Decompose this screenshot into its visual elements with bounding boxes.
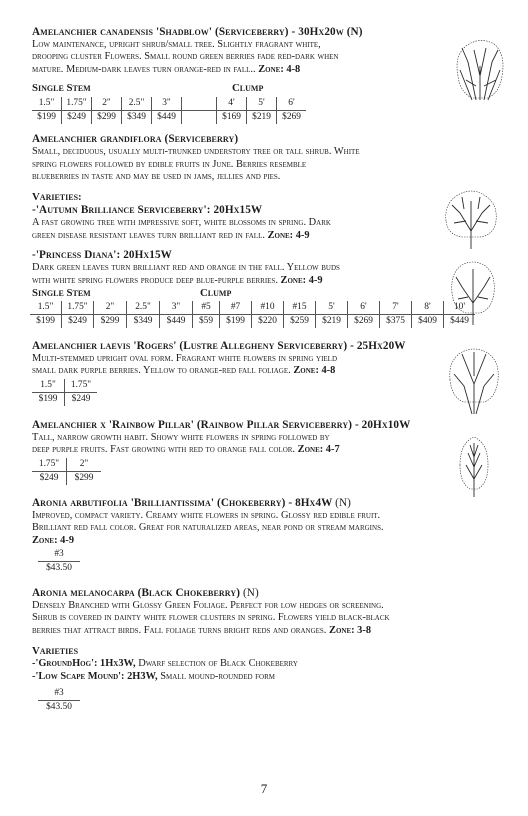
size-cell: 7'	[380, 301, 412, 315]
description-line: Tall, narrow growth habit. Showy white flowers in spring followed by	[32, 431, 330, 443]
clump-label: Clump	[232, 82, 264, 95]
description-line: Small, deciduous, usually multi-trunked understory tree or tall shrub. White	[32, 146, 360, 158]
variety-title: -'Princess Diana': 20Hx15W	[32, 249, 172, 262]
description-line: Brilliant red fall color. Great for naturalized areas, near pond or stream margins.	[32, 522, 384, 534]
price-cell: $199	[36, 316, 55, 327]
description-text: berries that attract birds. Fall foliage turns bright reds and oranges.	[32, 624, 327, 636]
price-row	[32, 392, 97, 406]
description-line	[32, 64, 496, 76]
entry-amelanchier-grandiflora	[32, 133, 496, 328]
price-table	[38, 687, 80, 714]
price-cell: $43.50	[38, 561, 80, 575]
price-cell: $299	[92, 111, 122, 125]
price-table	[32, 97, 306, 124]
entry-title: Amelanchier laevis 'Rogers' (Lustre Allegheny Serviceberry) - 25Hx20W	[32, 340, 406, 353]
entry-title	[32, 497, 496, 510]
variety-name: -'Low Scape Mound': 2H3W,	[32, 670, 158, 682]
size-cell: 2.5"	[122, 97, 152, 111]
description-line	[32, 535, 496, 547]
price-cell: $449	[152, 111, 182, 125]
price-cell: $249	[39, 472, 59, 483]
entry-description	[32, 432, 496, 457]
price-cell: $59	[193, 315, 220, 329]
price-row	[30, 315, 475, 329]
entry-title: Amelanchier x 'Rainbow Pillar' (Rainbow Pillar Serviceberry) - 20Hx10W	[32, 418, 411, 431]
size-cell: 5'	[247, 97, 277, 111]
description-line: Dark green leaves turn brilliant red and orange in the fall. Yellow buds	[32, 262, 340, 274]
tree-silhouette-icon	[448, 259, 498, 327]
price-table	[30, 301, 475, 328]
size-row	[38, 548, 80, 562]
entry-title: Amelanchier grandiflora (Serviceberry)	[32, 133, 239, 146]
size-cell	[182, 97, 217, 111]
entry-title-text: Aronia arbutifolia 'Brilliantissima' (Chokeberry) - 8Hx4W	[32, 496, 333, 509]
entry-title: Amelanchier canadensis 'Shadblow' (Serviceberry) - 30Hx20w (N)	[32, 26, 363, 38]
size-cell: 8'	[412, 301, 444, 315]
price-cell: $249	[62, 315, 94, 329]
description-line	[32, 625, 496, 637]
size-cell: 3"	[160, 301, 193, 315]
size-cell: #7	[220, 301, 252, 315]
size-cell: #5	[193, 301, 220, 315]
tree-silhouette-icon	[446, 346, 502, 416]
zone-label: Zone: 3-8	[329, 624, 372, 636]
size-cell: 1.5"	[32, 97, 62, 111]
entry-description	[32, 146, 496, 183]
entry-description	[32, 353, 496, 378]
description-line	[32, 230, 496, 242]
price-row	[38, 700, 80, 714]
description-text: green disease resistant leaves turn brilliant red in fall.	[32, 229, 265, 241]
variety-name: -'GroundHog': 1Hx3W,	[32, 658, 136, 670]
price-cell: $169	[217, 111, 247, 125]
size-cell: #3	[38, 548, 80, 562]
zone-label: Zone: 4-8	[293, 365, 336, 377]
price-row	[32, 111, 306, 125]
price-cell: $349	[122, 111, 152, 125]
entry-description	[32, 600, 496, 637]
price-cell: $219	[316, 315, 348, 329]
size-cell: #15	[284, 301, 316, 315]
price-cell: $449	[444, 315, 476, 329]
description-text: small dark purple berries. Yellow to orange-red fall foliage.	[32, 365, 291, 377]
price-cell: $219	[247, 111, 277, 125]
entry-aronia-arbutifolia	[32, 497, 496, 575]
variety-text: Dwarf selection of Black Chokeberry	[138, 658, 298, 670]
size-cell: 1.5"	[30, 301, 62, 315]
description-line: Multi-stemmed upright oval form. Fragrant white flowers in spring yield	[32, 353, 338, 365]
description-text: deep purple fruits. Fast growing with red to orange fall color.	[32, 444, 296, 456]
entry-description	[32, 39, 496, 76]
size-cell: 5'	[316, 301, 348, 315]
zone-label: Zone: 4-7	[297, 444, 340, 456]
varieties-label: Varieties:	[32, 191, 82, 204]
variety-description	[32, 217, 496, 242]
price-cell: $375	[380, 315, 412, 329]
size-cell: 1.75"	[65, 379, 98, 393]
variety-line	[32, 658, 496, 670]
size-cell: #10	[252, 301, 284, 315]
tree-silhouette-icon	[456, 435, 492, 499]
entry-amelanchier-laevis	[32, 340, 496, 406]
size-row	[30, 301, 475, 315]
price-row	[38, 561, 80, 575]
price-cell: $43.50	[38, 700, 80, 714]
single-stem-label: Single Stem	[32, 287, 91, 300]
price-cell: $220	[252, 315, 284, 329]
entry-aronia-melanocarpa	[32, 587, 496, 714]
description-text: mature. Medium-dark leaves turn orange-red in fall..	[32, 63, 256, 75]
size-cell: 3"	[152, 97, 182, 111]
entry-title-text: Aronia melanocarpa (Black Chokeberry)	[32, 586, 241, 599]
description-line: A fast growing tree with impressive soft, white blossoms in spring. Dark	[32, 217, 331, 229]
size-row	[38, 687, 80, 701]
description-line: blueberries in taste and may be used in jams, jellies and pies.	[32, 171, 281, 183]
zone-label: Zone: 4-9	[32, 534, 75, 546]
price-cell: $199	[220, 315, 252, 329]
price-row	[32, 471, 101, 485]
description-line: Densely Branched with Glossy Green Foliage. Perfect for low hedges or screening.	[32, 599, 384, 611]
size-row	[32, 97, 306, 111]
description-line	[32, 444, 496, 456]
size-cell: 1.75"	[32, 458, 67, 472]
size-row	[32, 379, 97, 393]
entry-title	[32, 587, 496, 600]
price-cell: $259	[284, 315, 316, 329]
size-cell: 4'	[217, 97, 247, 111]
page-number: 7	[260, 781, 268, 796]
description-line: spring flowers followed by edible fruits in June. Berries resemble	[32, 158, 307, 170]
price-cell: $269	[348, 315, 380, 329]
price-cell: $199	[38, 393, 58, 404]
variety-description	[32, 262, 496, 287]
size-row	[32, 458, 101, 472]
size-cell: 10'	[444, 301, 476, 315]
zone-label: Zone: 4-9	[267, 229, 310, 241]
entry-amelanchier-canadensis	[32, 26, 496, 124]
price-table	[32, 458, 101, 485]
description-line	[32, 275, 496, 287]
description-line: Low maintenance, upright shrub/small tree. Slightly fragrant white,	[32, 39, 321, 50]
price-cell: $269	[277, 111, 307, 125]
price-cell: $249	[62, 111, 92, 125]
size-cell: 6'	[348, 301, 380, 315]
size-cell: #3	[38, 687, 80, 701]
variety-text: Small mound-rounded form	[160, 670, 276, 682]
description-line	[32, 365, 496, 377]
description-text: with white spring flowers produce deep blue-purple berries.	[32, 274, 278, 286]
price-cell	[182, 111, 217, 125]
description-line: Improved, compact variety. Creamy white flowers in spring. Glossy red edible fruit.	[32, 509, 381, 521]
price-cell: $199	[37, 112, 56, 123]
size-cell: 2.5"	[127, 301, 160, 315]
price-cell: $299	[94, 315, 127, 329]
description-line: Shrub is covered in dainty white flower clusters in spring. Flowers yield black-black	[32, 612, 390, 624]
price-table	[38, 548, 80, 575]
size-cell: 1.5"	[32, 379, 65, 393]
price-cell: $249	[65, 392, 98, 406]
native-tag: (N)	[335, 496, 351, 509]
size-cell: 2"	[67, 458, 102, 472]
catalog-page	[32, 26, 496, 714]
price-labels	[32, 82, 496, 96]
zone-label: Zone: 4-8	[258, 63, 301, 75]
price-table	[32, 379, 97, 406]
description-line: drooping cluster Flowers. Small round green berries fade red-dark when	[32, 51, 339, 63]
varieties-label: Varieties	[32, 645, 79, 658]
native-tag: (N)	[242, 586, 259, 599]
zone-label: Zone: 4-9	[280, 274, 323, 286]
tree-silhouette-icon	[442, 187, 500, 251]
size-cell: 2"	[92, 97, 122, 111]
entry-description	[32, 510, 496, 547]
size-cell: 1.75"	[62, 301, 94, 315]
size-cell: 6'	[277, 97, 307, 111]
price-cell: $299	[67, 471, 102, 485]
price-cell: $449	[160, 315, 193, 329]
variety-line	[32, 671, 496, 683]
price-labels	[32, 287, 496, 300]
clump-label: Clump	[200, 287, 232, 300]
entry-amelanchier-rainbow-pillar	[32, 419, 496, 485]
variety-title: -'Autumn Brilliance Serviceberry': 20Hx15W	[32, 204, 263, 217]
price-cell: $349	[127, 315, 160, 329]
price-cell: $409	[412, 315, 444, 329]
size-cell: 2"	[94, 301, 127, 315]
size-cell: 1.75"	[62, 97, 92, 111]
shrub-silhouette-icon	[452, 36, 508, 102]
single-stem-label: Single Stem	[32, 82, 91, 95]
